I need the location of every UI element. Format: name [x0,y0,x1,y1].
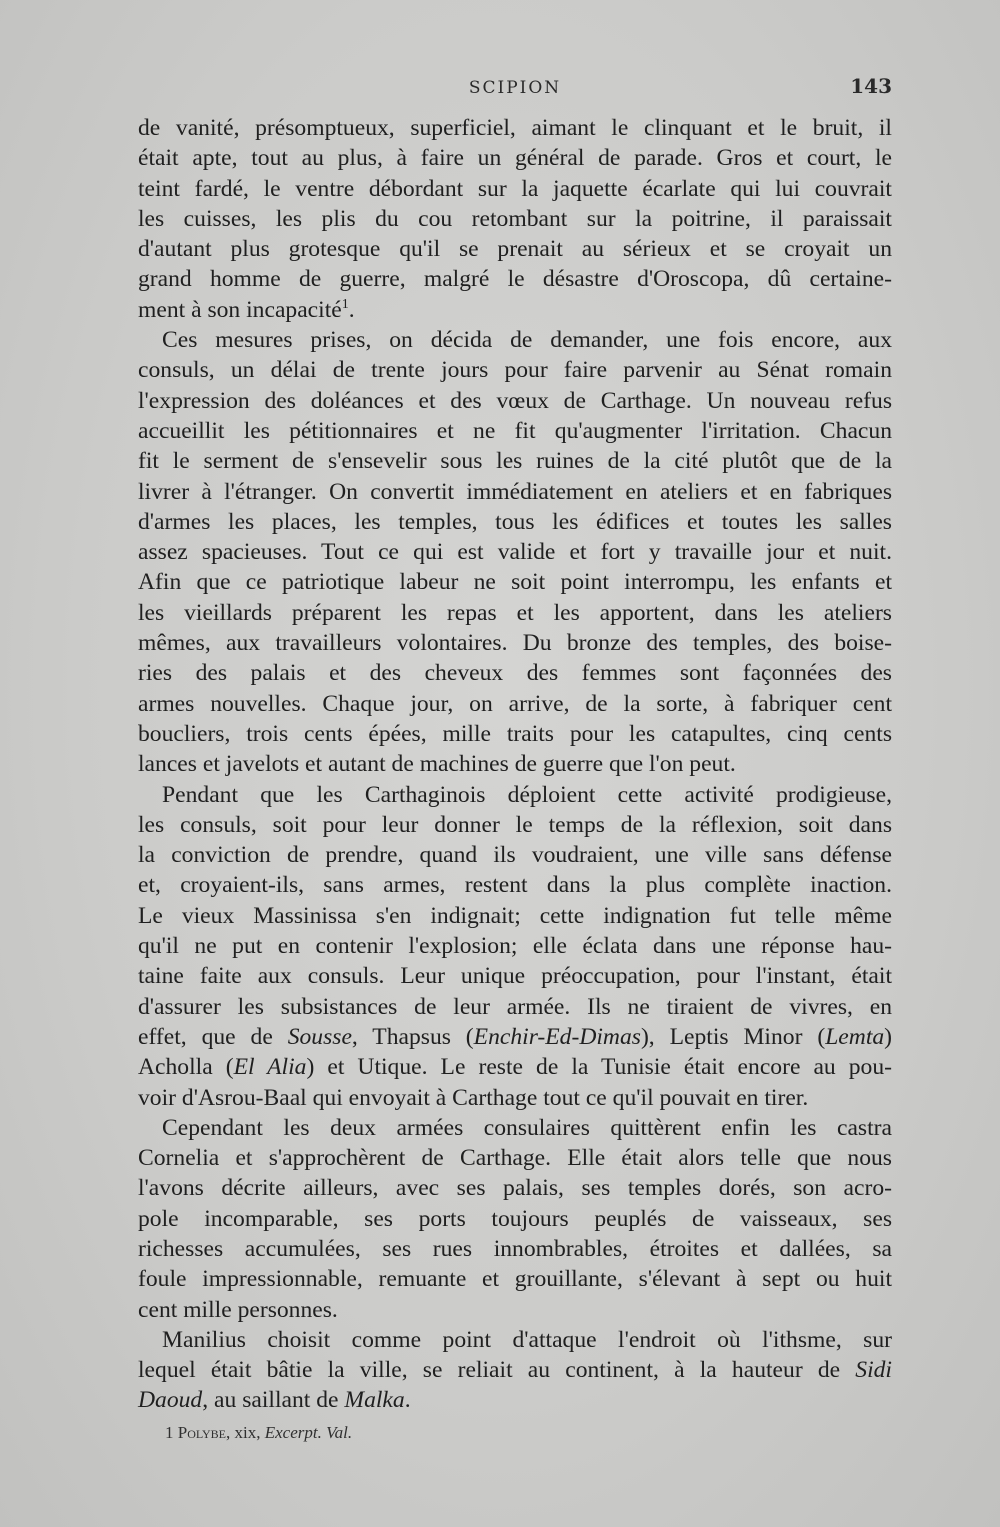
text-line [138,416,892,446]
text-span: livrer à l'étranger. On convertit immédiatement en ateliers et en fabriques [138,478,892,505]
text-span: Sidi [855,1357,892,1384]
text-line [138,1264,892,1294]
text-span: Lemta [825,1023,885,1050]
running-title: SCIPION [468,78,562,98]
text-span: El Alia [233,1054,307,1081]
text-span: ), Leptis Minor ( [640,1023,826,1050]
text-span: boucliers, trois cents épées, mille traits pour les catapultes, cinq cents [138,720,892,747]
text-span: armes nouvelles. Chaque jour, on arrive, de la sorte, à fabriquer cent [138,690,892,717]
text-span: voir d'Asrou-Baal qui envoyait à Carthage tout ce qu'il pouvait en tirer. [138,1084,809,1111]
text-line [138,598,892,628]
text-span: foule impressionnable, remuante et grouillante, s'élevant à sept ou huit [138,1266,892,1293]
text-span: taine faite aux consuls. Leur unique préoccupation, pour l'instant, était [138,963,892,990]
text-span: teint fardé, le ventre débordant sur la jaquette écarlate qui lui couvrait [138,175,892,202]
text-line [138,780,892,810]
text-span: cent mille personnes. [138,1296,338,1323]
text-span: Le vieux Massinissa s'en indignait; cette indignation fut telle même [138,902,892,929]
text-span: Enchir-Ed-Dimas [473,1023,641,1050]
text-line [138,628,892,658]
text-span: lances et javelots et autant de machines de guerre que l'on peut. [138,751,736,778]
text-span: d'autant plus grotesque qu'il se prenait au sérieux et se croyait un [138,236,892,263]
text-line [138,325,892,355]
text-line [138,143,892,173]
text-line [138,840,892,870]
text-line [138,1022,892,1052]
text-line [138,446,892,476]
text-span: Malka [344,1387,405,1414]
text-line [138,719,892,749]
text-line [138,1385,892,1415]
text-span: Pendant que les Carthaginois déploient cette activité prodigieuse, [162,781,892,808]
text-span: richesses accumulées, ses rues innombrables, étroites et dallées, sa [138,1235,892,1262]
text-span: qu'il ne put en contenir l'explosion; elle éclata dans une réponse hau- [138,933,892,960]
text-span: , au saillant de [202,1387,345,1414]
text-span: Cornelia et s'approchèrent de Carthage. Elle était alors telle que nous [138,1145,892,1172]
footnote-work: Excerpt. Val. [264,1423,353,1442]
text-line [138,264,892,294]
text-line [138,689,892,719]
text-span: ) [884,1023,893,1050]
text-line [138,1143,892,1173]
text-span: ment à son incapacité [138,296,342,323]
text-line [138,658,892,688]
text-span: Daoud [138,1387,203,1414]
text-line [138,113,892,143]
text-line [138,355,892,385]
footnote-reference: , xix, [226,1423,265,1442]
page-number: 143 [850,74,892,98]
footnote [165,1423,352,1443]
text-span: Acholla ( [138,1054,234,1081]
body-text [138,113,892,1416]
text-span: assez spacieuses. Tout ce qui est valide et fort y travaille jour et nuit. [138,539,892,566]
text-span: d'assurer les subsistances de leur armée. Ils ne tiraient de vivres, en [138,993,892,1020]
text-line [138,386,892,416]
text-span: accueillit les pétitionnaires et ne fit qu'augmenter l'irritation. Chacun [138,417,892,444]
text-line [138,1325,892,1355]
text-span: Cependant les deux armées consulaires quittèrent enfin les castra [162,1114,892,1141]
text-span: fit le serment de s'ensevelir sous les ruines de la cité plutôt que de la [138,448,892,475]
text-span: lequel était bâtie la ville, se reliait au continent, à la hauteur de [138,1357,856,1384]
text-line [138,1355,892,1385]
text-line [138,1234,892,1264]
text-line [138,992,892,1022]
footnote-ref: 1 [341,296,349,312]
text-span: . [404,1387,411,1414]
text-span: Afin que ce patriotique labeur ne soit point interrompu, les enfants et [138,569,892,596]
text-span: effet, que de [138,1023,288,1050]
text-line [138,961,892,991]
text-line [138,204,892,234]
text-line [138,901,892,931]
text-line [138,931,892,961]
text-span: d'armes les places, les temples, tous les édifices et toutes les salles [138,508,892,535]
text-line [138,1295,892,1325]
footnote-author: Polybe [177,1423,226,1442]
text-line [138,537,892,567]
text-span: les vieillards préparent les repas et les apportent, dans les ateliers [138,599,892,626]
text-line [138,295,892,325]
text-span: la conviction de prendre, quand ils voudraient, une ville sans défense [138,842,892,869]
text-line [138,567,892,597]
footnote-marker: 1 [165,1423,174,1442]
text-line [138,1052,892,1082]
text-span: l'expression des doléances et des vœux de Carthage. Un nouveau refus [138,387,892,414]
text-line [138,507,892,537]
text-span: . [348,296,355,323]
text-span: Sousse [287,1023,352,1050]
text-span: mêmes, aux travailleurs volontaires. Du bronze des temples, des boise- [138,630,892,657]
text-span: était apte, tout au plus, à faire un général de parade. Gros et court, le [138,145,892,172]
text-line [138,810,892,840]
text-line [138,1083,892,1113]
text-line [138,1204,892,1234]
text-line [138,477,892,507]
text-line [138,870,892,900]
text-span: , Thapsus ( [351,1023,474,1050]
text-span: ries des palais et des cheveux des femmes sont façonnées des [138,660,892,687]
text-span: pole incomparable, ses ports toujours peuplés de vaisseaux, ses [138,1205,892,1232]
text-line [138,234,892,264]
text-span: l'avons décrite ailleurs, avec ses palais, ses temples dorés, son acro- [138,1175,892,1202]
text-span: les cuisses, les plis du cou retombant sur la poitrine, il paraissait [138,205,892,232]
text-span: consuls, un délai de trente jours pour faire parvenir au Sénat romain [138,357,892,384]
text-span: grand homme de guerre, malgré le désastre d'Oroscopa, dû certaine- [138,266,892,293]
text-line [138,174,892,204]
text-span: ) et Utique. Le reste de la Tunisie était encore au pou- [306,1054,892,1081]
running-head [138,74,892,104]
text-span: et, croyaient-ils, sans armes, restent dans la plus complète inaction. [138,872,892,899]
text-span: les consuls, soit pour leur donner le temps de la réflexion, soit dans [138,811,892,838]
text-span: de vanité, présomptueux, superficiel, aimant le clinquant et le bruit, il [138,115,892,141]
text-line [138,749,892,779]
text-line [138,1173,892,1203]
text-span: Ces mesures prises, on décida de demander, une fois encore, aux [162,327,892,354]
text-line [138,1113,892,1143]
text-span: Manilius choisit comme point d'attaque l'endroit où l'ithsme, sur [162,1326,892,1353]
